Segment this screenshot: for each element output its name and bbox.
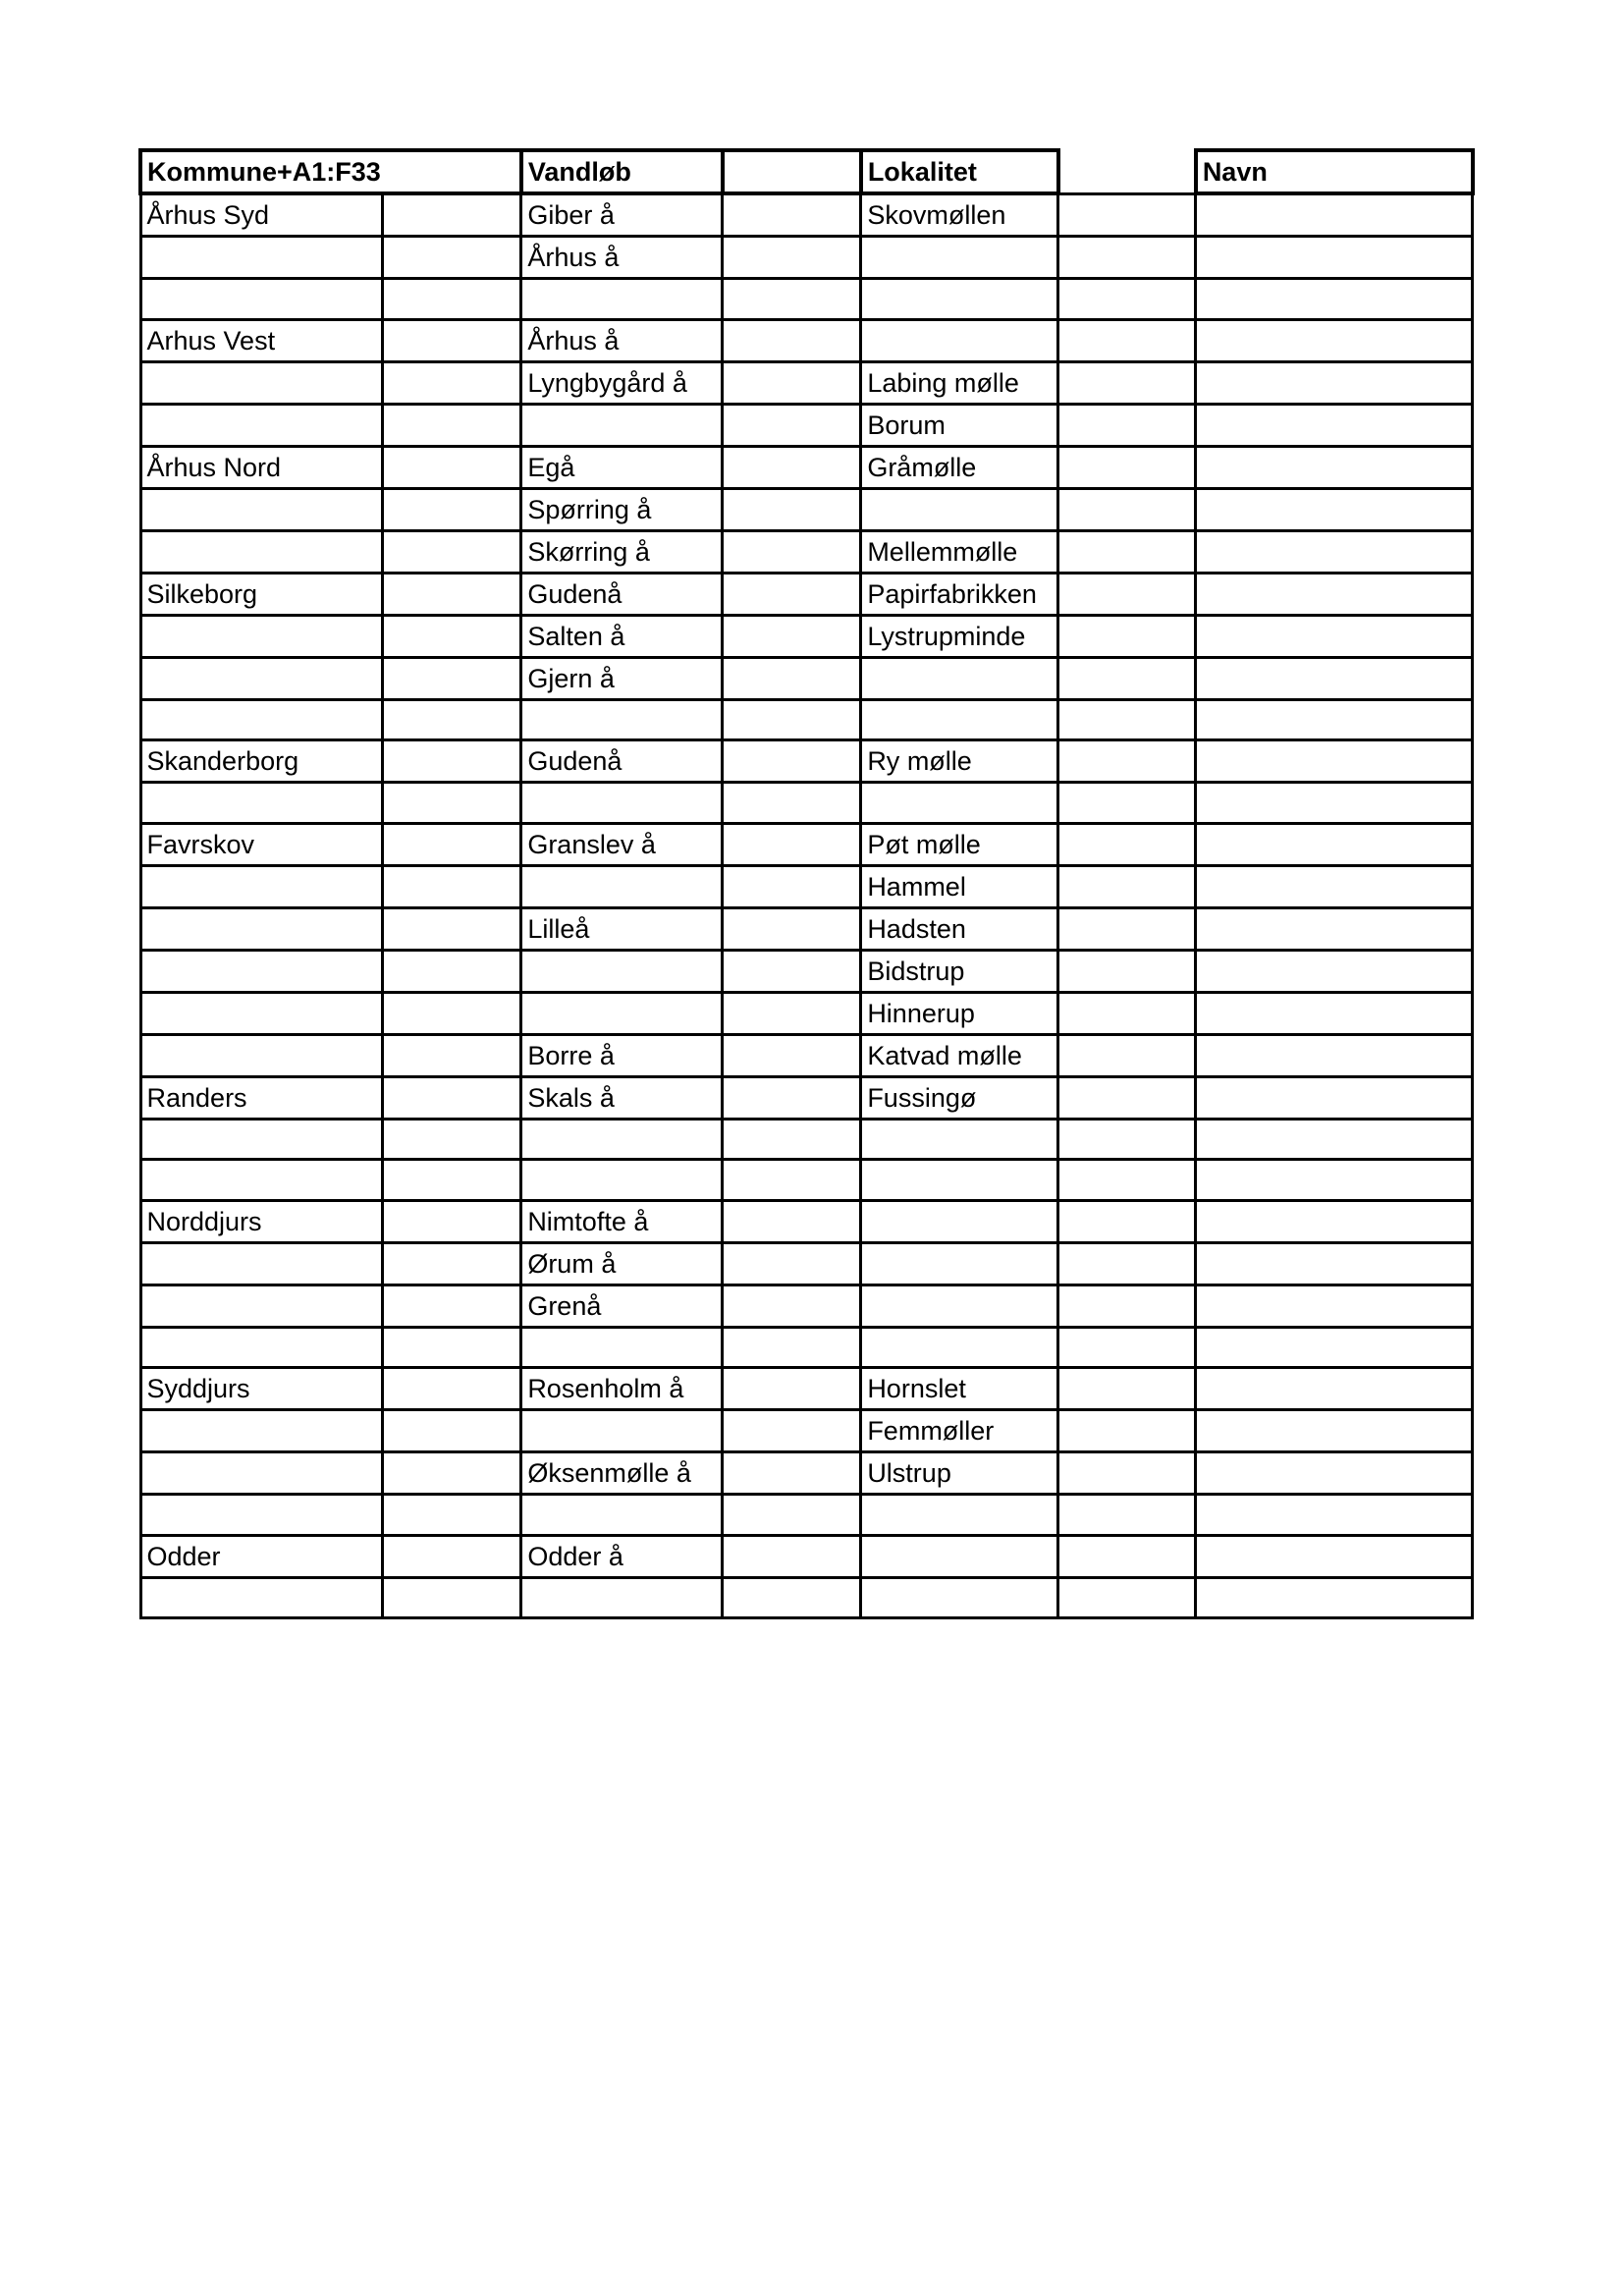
cell-kommune: Syddjurs (140, 1368, 383, 1410)
cell-col-b (383, 1285, 521, 1327)
cell-kommune: Favrskov (140, 823, 383, 865)
cell-lokalitet (861, 319, 1058, 361)
cell-col-f (1058, 865, 1196, 907)
cell-lokalitet: Katvad mølle (861, 1034, 1058, 1076)
cell-vandlob: Salten å (521, 615, 723, 657)
cell-navn (1196, 530, 1473, 573)
cell-lokalitet: Hornslet (861, 1368, 1058, 1410)
cell-vandlob (521, 783, 723, 824)
cell-col-b (383, 1242, 521, 1285)
cell-vandlob: Århus å (521, 319, 723, 361)
cell-col-f (1058, 992, 1196, 1034)
cell-col-d (723, 573, 861, 615)
cell-navn (1196, 1452, 1473, 1495)
cell-vandlob (521, 279, 723, 320)
cell-navn (1196, 783, 1473, 824)
table-row (140, 404, 1473, 446)
cell-kommune (140, 1285, 383, 1327)
cell-lokalitet: Femmøller (861, 1410, 1058, 1452)
cell-col-d (723, 615, 861, 657)
table-row (140, 950, 1473, 992)
cell-navn (1196, 1076, 1473, 1119)
cell-kommune: Århus Syd (140, 193, 383, 237)
cell-vandlob (521, 1577, 723, 1618)
cell-vandlob: Skørring å (521, 530, 723, 573)
cell-navn (1196, 237, 1473, 279)
cell-vandlob: Gudenå (521, 740, 723, 783)
cell-lokalitet (861, 237, 1058, 279)
cell-vandlob: Århus å (521, 237, 723, 279)
table-row (140, 1452, 1473, 1495)
cell-vandlob: Lilleå (521, 907, 723, 950)
cell-col-f (1058, 1034, 1196, 1076)
cell-col-d (723, 530, 861, 573)
cell-lokalitet: Hammel (861, 865, 1058, 907)
cell-navn (1196, 193, 1473, 237)
cell-col-f (1058, 907, 1196, 950)
table-row (140, 740, 1473, 783)
cell-col-b (383, 361, 521, 404)
cell-col-d (723, 1242, 861, 1285)
cell-col-d (723, 1577, 861, 1618)
table-row (140, 907, 1473, 950)
cell-vandlob (521, 1410, 723, 1452)
cell-col-d (723, 237, 861, 279)
cell-col-f (1058, 1368, 1196, 1410)
cell-col-b (383, 1160, 521, 1201)
cell-kommune: Odder (140, 1535, 383, 1577)
cell-navn (1196, 1242, 1473, 1285)
cell-lokalitet: Skovmøllen (861, 193, 1058, 237)
cell-vandlob (521, 404, 723, 446)
cell-navn (1196, 1200, 1473, 1242)
cell-navn (1196, 361, 1473, 404)
cell-col-d (723, 1119, 861, 1160)
cell-vandlob (521, 1160, 723, 1201)
cell-col-d (723, 783, 861, 824)
cell-kommune (140, 530, 383, 573)
cell-lokalitet (861, 699, 1058, 740)
cell-col-d (723, 404, 861, 446)
cell-col-f (1058, 1285, 1196, 1327)
cell-col-b (383, 992, 521, 1034)
cell-col-f (1058, 1200, 1196, 1242)
cell-lokalitet: Borum (861, 404, 1058, 446)
spreadsheet-table (138, 148, 1475, 1619)
cell-lokalitet (861, 1200, 1058, 1242)
cell-col-f (1058, 615, 1196, 657)
cell-kommune (140, 865, 383, 907)
cell-lokalitet: Papirfabrikken (861, 573, 1058, 615)
cell-col-b (383, 1200, 521, 1242)
cell-col-f (1058, 319, 1196, 361)
cell-navn (1196, 865, 1473, 907)
cell-kommune (140, 783, 383, 824)
cell-col-f (1058, 1495, 1196, 1536)
cell-col-b (383, 1410, 521, 1452)
cell-col-d (723, 907, 861, 950)
cell-col-b (383, 404, 521, 446)
cell-kommune (140, 1410, 383, 1452)
cell-navn (1196, 319, 1473, 361)
table-row (140, 992, 1473, 1034)
cell-lokalitet: Bidstrup (861, 950, 1058, 992)
table-row (140, 657, 1473, 699)
cell-kommune (140, 1577, 383, 1618)
cell-col-b (383, 530, 521, 573)
cell-vandlob: Gjern å (521, 657, 723, 699)
cell-col-b (383, 1368, 521, 1410)
cell-col-d (723, 319, 861, 361)
table-row (140, 1410, 1473, 1452)
cell-col-b (383, 1452, 521, 1495)
header-cell-blank-5 (1058, 150, 1196, 193)
cell-col-b (383, 1535, 521, 1577)
table-row (140, 1242, 1473, 1285)
table-row (140, 1200, 1473, 1242)
cell-lokalitet: Ulstrup (861, 1452, 1058, 1495)
cell-vandlob: Ørum å (521, 1242, 723, 1285)
cell-vandlob: Øksenmølle å (521, 1452, 723, 1495)
cell-vandlob: Lyngbygård å (521, 361, 723, 404)
cell-col-d (723, 1368, 861, 1410)
cell-col-d (723, 657, 861, 699)
cell-col-d (723, 193, 861, 237)
cell-kommune (140, 1034, 383, 1076)
cell-navn (1196, 740, 1473, 783)
table-row (140, 1285, 1473, 1327)
cell-vandlob: Gudenå (521, 573, 723, 615)
cell-col-f (1058, 1119, 1196, 1160)
cell-col-d (723, 699, 861, 740)
table-row (140, 446, 1473, 488)
cell-col-f (1058, 740, 1196, 783)
cell-col-f (1058, 279, 1196, 320)
cell-col-f (1058, 950, 1196, 992)
cell-col-b (383, 865, 521, 907)
cell-vandlob: Spørring å (521, 488, 723, 530)
cell-col-d (723, 1495, 861, 1536)
cell-col-f (1058, 488, 1196, 530)
table-row (140, 699, 1473, 740)
table-row (140, 1034, 1473, 1076)
cell-lokalitet (861, 1327, 1058, 1368)
cell-col-d (723, 865, 861, 907)
cell-col-d (723, 1200, 861, 1242)
cell-kommune (140, 237, 383, 279)
cell-kommune: Silkeborg (140, 573, 383, 615)
cell-col-b (383, 1119, 521, 1160)
cell-kommune (140, 699, 383, 740)
cell-navn (1196, 1577, 1473, 1618)
table-row (140, 615, 1473, 657)
cell-kommune (140, 907, 383, 950)
cell-col-f (1058, 1242, 1196, 1285)
header-row (140, 150, 1473, 193)
cell-navn (1196, 488, 1473, 530)
cell-kommune (140, 1495, 383, 1536)
cell-col-f (1058, 573, 1196, 615)
cell-col-d (723, 1160, 861, 1201)
cell-col-d (723, 361, 861, 404)
cell-navn (1196, 699, 1473, 740)
cell-navn (1196, 446, 1473, 488)
cell-col-f (1058, 237, 1196, 279)
cell-kommune (140, 950, 383, 992)
cell-col-d (723, 1076, 861, 1119)
cell-col-f (1058, 1577, 1196, 1618)
cell-kommune: Randers (140, 1076, 383, 1119)
cell-col-f (1058, 699, 1196, 740)
cell-vandlob: Giber å (521, 193, 723, 237)
cell-col-d (723, 1034, 861, 1076)
table-row (140, 530, 1473, 573)
header-cell-navn: Navn (1196, 150, 1473, 193)
cell-col-f (1058, 193, 1196, 237)
cell-lokalitet (861, 488, 1058, 530)
cell-kommune: Norddjurs (140, 1200, 383, 1242)
cell-kommune (140, 1452, 383, 1495)
cell-col-d (723, 1535, 861, 1577)
cell-navn (1196, 573, 1473, 615)
cell-col-b (383, 279, 521, 320)
cell-col-b (383, 740, 521, 783)
cell-lokalitet: Labing mølle (861, 361, 1058, 404)
table-row (140, 488, 1473, 530)
cell-kommune (140, 361, 383, 404)
table-row (140, 279, 1473, 320)
cell-navn (1196, 823, 1473, 865)
cell-col-b (383, 1577, 521, 1618)
cell-vandlob: Odder å (521, 1535, 723, 1577)
cell-navn (1196, 950, 1473, 992)
cell-col-b (383, 1327, 521, 1368)
cell-kommune (140, 657, 383, 699)
cell-lokalitet (861, 657, 1058, 699)
cell-col-b (383, 319, 521, 361)
cell-col-d (723, 1285, 861, 1327)
cell-col-d (723, 446, 861, 488)
cell-navn (1196, 1119, 1473, 1160)
header-cell-blank-3 (723, 150, 861, 193)
cell-navn (1196, 1495, 1473, 1536)
cell-col-f (1058, 823, 1196, 865)
cell-col-f (1058, 404, 1196, 446)
cell-lokalitet: Ry mølle (861, 740, 1058, 783)
cell-col-f (1058, 783, 1196, 824)
header-cell-blank-1 (383, 150, 521, 193)
cell-kommune (140, 615, 383, 657)
cell-kommune (140, 279, 383, 320)
cell-lokalitet (861, 279, 1058, 320)
cell-col-d (723, 950, 861, 992)
cell-kommune (140, 404, 383, 446)
cell-kommune (140, 1242, 383, 1285)
cell-lokalitet: Hinnerup (861, 992, 1058, 1034)
cell-vandlob: Granslev å (521, 823, 723, 865)
table-row (140, 1160, 1473, 1201)
cell-vandlob (521, 699, 723, 740)
cell-lokalitet: Lystrupminde (861, 615, 1058, 657)
cell-col-b (383, 615, 521, 657)
cell-kommune (140, 488, 383, 530)
cell-lokalitet: Mellemmølle (861, 530, 1058, 573)
cell-col-b (383, 823, 521, 865)
table-row (140, 1119, 1473, 1160)
cell-navn (1196, 1160, 1473, 1201)
cell-navn (1196, 615, 1473, 657)
cell-col-f (1058, 1535, 1196, 1577)
cell-vandlob: Rosenholm å (521, 1368, 723, 1410)
table-row (140, 1368, 1473, 1410)
table-row (140, 1495, 1473, 1536)
cell-lokalitet (861, 1285, 1058, 1327)
cell-col-d (723, 279, 861, 320)
cell-col-f (1058, 361, 1196, 404)
cell-vandlob: Nimtofte å (521, 1200, 723, 1242)
cell-col-f (1058, 446, 1196, 488)
cell-col-b (383, 783, 521, 824)
cell-navn (1196, 279, 1473, 320)
cell-col-f (1058, 1327, 1196, 1368)
cell-col-f (1058, 1452, 1196, 1495)
cell-kommune (140, 1160, 383, 1201)
cell-vandlob (521, 1327, 723, 1368)
cell-navn (1196, 1285, 1473, 1327)
cell-col-d (723, 740, 861, 783)
cell-col-b (383, 237, 521, 279)
cell-lokalitet (861, 1495, 1058, 1536)
cell-col-d (723, 488, 861, 530)
cell-navn (1196, 1368, 1473, 1410)
table-row (140, 865, 1473, 907)
cell-vandlob: Borre å (521, 1034, 723, 1076)
cell-lokalitet (861, 1160, 1058, 1201)
cell-kommune: Århus Nord (140, 446, 383, 488)
cell-navn (1196, 907, 1473, 950)
cell-col-b (383, 699, 521, 740)
table-row (140, 573, 1473, 615)
table-body (140, 150, 1473, 1618)
table-row (140, 783, 1473, 824)
table-row (140, 823, 1473, 865)
table-row (140, 361, 1473, 404)
cell-col-b (383, 1495, 521, 1536)
table-row (140, 1076, 1473, 1119)
cell-navn (1196, 1327, 1473, 1368)
table-row (140, 319, 1473, 361)
cell-col-b (383, 1076, 521, 1119)
cell-lokalitet: Gråmølle (861, 446, 1058, 488)
cell-vandlob (521, 1119, 723, 1160)
table-row (140, 237, 1473, 279)
cell-col-d (723, 823, 861, 865)
cell-col-f (1058, 1076, 1196, 1119)
cell-col-b (383, 573, 521, 615)
header-cell-lokalitet: Lokalitet (861, 150, 1058, 193)
cell-navn (1196, 1410, 1473, 1452)
header-cell-kommune: Kommune+A1:F33 (140, 150, 383, 193)
cell-vandlob (521, 950, 723, 992)
cell-lokalitet (861, 783, 1058, 824)
cell-col-b (383, 907, 521, 950)
cell-col-b (383, 950, 521, 992)
cell-lokalitet (861, 1535, 1058, 1577)
cell-vandlob: Grenå (521, 1285, 723, 1327)
table-row (140, 1327, 1473, 1368)
cell-col-b (383, 1034, 521, 1076)
cell-lokalitet (861, 1577, 1058, 1618)
cell-col-f (1058, 1410, 1196, 1452)
cell-navn (1196, 1535, 1473, 1577)
cell-vandlob: Egå (521, 446, 723, 488)
cell-col-b (383, 657, 521, 699)
cell-kommune (140, 992, 383, 1034)
cell-vandlob (521, 1495, 723, 1536)
cell-col-b (383, 488, 521, 530)
cell-col-d (723, 1410, 861, 1452)
table-row (140, 1535, 1473, 1577)
cell-lokalitet (861, 1119, 1058, 1160)
cell-kommune: Arhus Vest (140, 319, 383, 361)
cell-lokalitet: Pøt mølle (861, 823, 1058, 865)
cell-navn (1196, 1034, 1473, 1076)
cell-navn (1196, 404, 1473, 446)
cell-navn (1196, 657, 1473, 699)
cell-kommune: Skanderborg (140, 740, 383, 783)
table-row (140, 1577, 1473, 1618)
cell-col-f (1058, 657, 1196, 699)
cell-lokalitet (861, 1242, 1058, 1285)
cell-vandlob (521, 992, 723, 1034)
cell-col-b (383, 446, 521, 488)
cell-vandlob: Skals å (521, 1076, 723, 1119)
cell-col-d (723, 992, 861, 1034)
cell-lokalitet: Hadsten (861, 907, 1058, 950)
cell-col-f (1058, 530, 1196, 573)
cell-col-f (1058, 1160, 1196, 1201)
cell-vandlob (521, 865, 723, 907)
cell-col-d (723, 1452, 861, 1495)
table-row (140, 193, 1473, 237)
cell-lokalitet: Fussingø (861, 1076, 1058, 1119)
header-cell-vandlob: Vandløb (521, 150, 723, 193)
cell-kommune (140, 1327, 383, 1368)
cell-col-d (723, 1327, 861, 1368)
cell-navn (1196, 992, 1473, 1034)
cell-col-b (383, 193, 521, 237)
cell-kommune (140, 1119, 383, 1160)
